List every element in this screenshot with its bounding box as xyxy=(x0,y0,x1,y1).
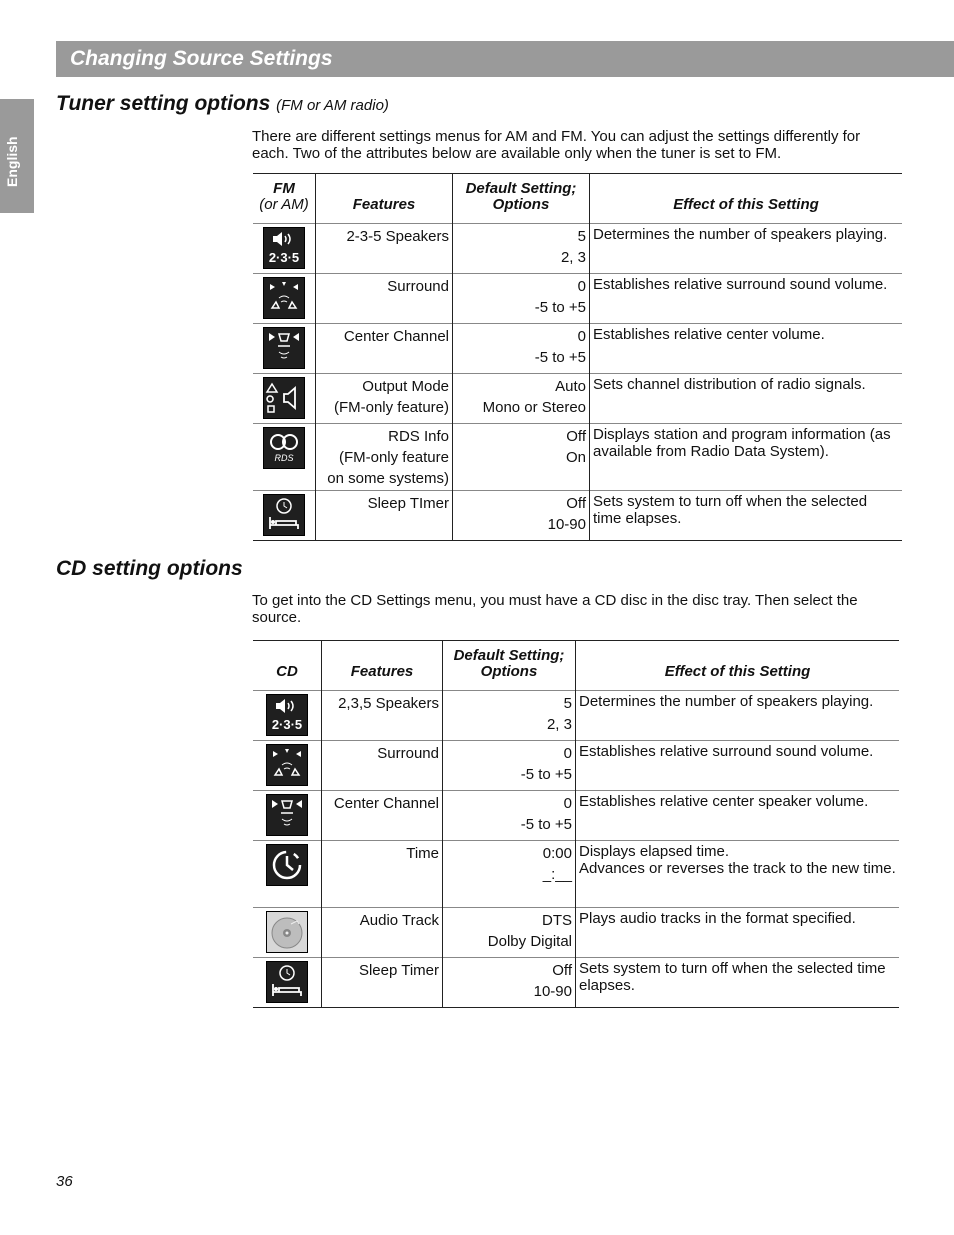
icon-cell xyxy=(253,274,316,324)
default-line: 0:00 xyxy=(542,845,572,862)
effect-line: Plays audio tracks in the format specified. xyxy=(579,910,856,927)
language-tab xyxy=(0,99,34,213)
default-line: 5 xyxy=(577,228,586,245)
feature-cell xyxy=(316,224,453,274)
rds-info-icon xyxy=(263,427,305,469)
effect-line: Displays station and program information (as available from Radio Data System). xyxy=(593,426,891,460)
table-row xyxy=(253,274,902,324)
default-line: 2, 3 xyxy=(546,716,572,733)
effect-line: Sets channel distribution of radio signals. xyxy=(593,376,866,393)
default-cell xyxy=(453,374,590,424)
surround-icon xyxy=(263,277,305,319)
effect-line: Displays elapsed time. xyxy=(579,843,730,860)
feature-cell xyxy=(322,841,443,908)
cd-col-default-label: Default Setting; xyxy=(453,647,565,664)
effect-cell xyxy=(590,374,903,424)
output-mode-icon xyxy=(263,377,305,419)
icon-cell xyxy=(253,908,322,958)
table-row xyxy=(253,791,899,841)
feature-cell xyxy=(322,691,443,741)
feature-cell xyxy=(316,424,453,491)
feature-cell xyxy=(322,791,443,841)
effect-cell xyxy=(576,841,900,908)
speakers-235-icon xyxy=(263,227,305,269)
cd-col-source: CD xyxy=(276,663,298,680)
sleep-timer-icon xyxy=(263,494,305,536)
effect-cell xyxy=(576,958,900,1008)
feature-line: Center Channel xyxy=(333,795,439,812)
default-cell xyxy=(443,908,576,958)
default-cell xyxy=(453,491,590,541)
default-cell xyxy=(443,958,576,1008)
tuner-title: Tuner setting options xyxy=(56,92,271,115)
table-row xyxy=(253,324,902,374)
tuner-subtitle: (FM or AM radio) xyxy=(276,97,389,114)
feature-line: Sleep TImer xyxy=(367,495,449,512)
effect-line: Sets system to turn off when the selected time elapses. xyxy=(593,493,868,527)
audio-track-icon xyxy=(266,911,308,953)
feature-line: (FM-only feature) xyxy=(333,399,449,416)
effect-cell xyxy=(576,908,900,958)
default-line: 0 xyxy=(577,328,586,345)
default-cell xyxy=(443,841,576,908)
tuner-col-default-label: Default Setting; xyxy=(465,180,577,197)
feature-line: on some systems) xyxy=(327,470,449,487)
tuner-col-source-label: FM xyxy=(273,180,295,197)
icon-cell xyxy=(253,491,316,541)
tuner-heading xyxy=(56,92,389,116)
table-row xyxy=(253,691,899,741)
section-banner xyxy=(56,41,954,77)
cd-intro: To get into the CD Settings menu, you must have a CD disc in the disc tray. Then select the source. xyxy=(252,592,858,626)
center-channel-icon xyxy=(266,794,308,836)
icon-cell xyxy=(253,841,322,908)
default-cell xyxy=(443,691,576,741)
default-cell xyxy=(453,324,590,374)
icon-cell xyxy=(253,224,316,274)
default-cell xyxy=(443,791,576,841)
effect-cell xyxy=(590,491,903,541)
sleep-timer-icon xyxy=(266,961,308,1003)
feature-line: 2-3-5 Speakers xyxy=(346,228,449,245)
tuner-settings-table xyxy=(253,173,902,541)
effect-cell xyxy=(576,741,900,791)
default-line: Off xyxy=(552,962,572,979)
feature-line: (FM-only feature xyxy=(338,449,449,466)
page-number: 36 xyxy=(56,1173,73,1190)
default-line: 0 xyxy=(563,745,572,762)
feature-line: Center Channel xyxy=(343,328,449,345)
effect-line: Establishes relative surround sound volume. xyxy=(579,743,874,760)
feature-line: Output Mode xyxy=(362,378,449,395)
icon-cell xyxy=(253,324,316,374)
feature-line: Surround xyxy=(377,745,439,762)
default-line: 0 xyxy=(563,795,572,812)
effect-line: Sets system to turn off when the selected time elapses. xyxy=(579,960,886,994)
table-row xyxy=(253,841,899,908)
default-line: -5 to +5 xyxy=(534,349,586,366)
icon-label: 2·3·5 xyxy=(268,250,300,265)
tuner-col-effect: Effect of this Setting xyxy=(590,174,903,224)
effect-cell xyxy=(576,691,900,741)
default-line: 10-90 xyxy=(533,983,572,1000)
feature-line: 2,3,5 Speakers xyxy=(338,695,439,712)
icon-cell xyxy=(253,374,316,424)
effect-cell xyxy=(590,224,903,274)
time-icon xyxy=(266,844,308,886)
table-row xyxy=(253,374,902,424)
cd-col-features: Features xyxy=(322,641,443,691)
feature-cell xyxy=(316,324,453,374)
feature-line: Sleep Timer xyxy=(358,962,439,979)
feature-line: RDS Info xyxy=(388,428,449,445)
table-row xyxy=(253,424,902,491)
cd-col-default-sub: Options xyxy=(480,663,538,680)
section-title: Changing Source Settings xyxy=(70,47,333,70)
feature-cell xyxy=(322,908,443,958)
icon-cell xyxy=(253,958,322,1008)
tuner-col-features: Features xyxy=(316,174,453,224)
icon-label: RDS xyxy=(274,453,294,463)
tuner-col-source-sub: (or AM) xyxy=(259,196,309,213)
feature-line: Time xyxy=(406,845,439,862)
feature-cell xyxy=(316,374,453,424)
language-tab-label: English xyxy=(4,136,20,187)
effect-cell xyxy=(590,324,903,374)
default-line: Auto xyxy=(555,378,586,395)
effect-line: Determines the number of speakers playing. xyxy=(579,693,874,710)
effect-line: Establishes relative center volume. xyxy=(593,326,825,343)
default-cell xyxy=(453,224,590,274)
effect-cell xyxy=(576,791,900,841)
effect-line: Establishes relative surround sound volume. xyxy=(593,276,888,293)
table-row xyxy=(253,741,899,791)
feature-line: Surround xyxy=(387,278,449,295)
feature-cell xyxy=(322,958,443,1008)
default-line: DTS xyxy=(542,912,572,929)
effect-line: Determines the number of speakers playing. xyxy=(593,226,888,243)
feature-line: Audio Track xyxy=(359,912,439,929)
cd-heading: CD setting options xyxy=(56,557,243,580)
surround-icon xyxy=(266,744,308,786)
default-line: Mono or Stereo xyxy=(482,399,586,416)
table-row xyxy=(253,224,902,274)
tuner-col-default xyxy=(453,174,590,224)
speakers-235-icon xyxy=(266,694,308,736)
default-cell xyxy=(453,274,590,324)
default-cell xyxy=(453,424,590,491)
default-line: _:__ xyxy=(542,866,572,883)
feature-cell xyxy=(316,491,453,541)
icon-cell xyxy=(253,741,322,791)
default-line: 2, 3 xyxy=(560,249,586,266)
default-cell xyxy=(443,741,576,791)
table-row xyxy=(253,908,899,958)
default-line: On xyxy=(565,449,586,466)
cd-col-default xyxy=(443,641,576,691)
icon-label: 2·3·5 xyxy=(271,717,303,732)
tuner-intro: There are different settings menus for AM and FM. You can adjust the settings differently for each. Two of the attributes below are available only when the tuner is set to FM. xyxy=(252,128,861,162)
icon-cell xyxy=(253,691,322,741)
tuner-col-source xyxy=(253,174,316,224)
table-row xyxy=(253,491,902,541)
default-line: 5 xyxy=(563,695,572,712)
cd-settings-table xyxy=(253,640,899,1008)
default-line: -5 to +5 xyxy=(520,816,572,833)
default-line: 0 xyxy=(577,278,586,295)
default-line: Off xyxy=(566,428,586,445)
table-row xyxy=(253,958,899,1008)
default-line: Off xyxy=(566,495,586,512)
effect-line: Advances or reverses the track to the new time. xyxy=(579,860,896,877)
effect-cell xyxy=(590,424,903,491)
effect-line: Establishes relative center speaker volume. xyxy=(579,793,869,810)
cd-col-effect: Effect of this Setting xyxy=(576,641,900,691)
effect-cell xyxy=(590,274,903,324)
feature-cell xyxy=(316,274,453,324)
default-line: -5 to +5 xyxy=(534,299,586,316)
default-line: -5 to +5 xyxy=(520,766,572,783)
center-channel-icon xyxy=(263,327,305,369)
tuner-col-default-sub: Options xyxy=(492,196,550,213)
default-line: 10-90 xyxy=(547,516,586,533)
icon-cell xyxy=(253,791,322,841)
feature-cell xyxy=(322,741,443,791)
default-line: Dolby Digital xyxy=(487,933,572,950)
icon-cell xyxy=(253,424,316,491)
